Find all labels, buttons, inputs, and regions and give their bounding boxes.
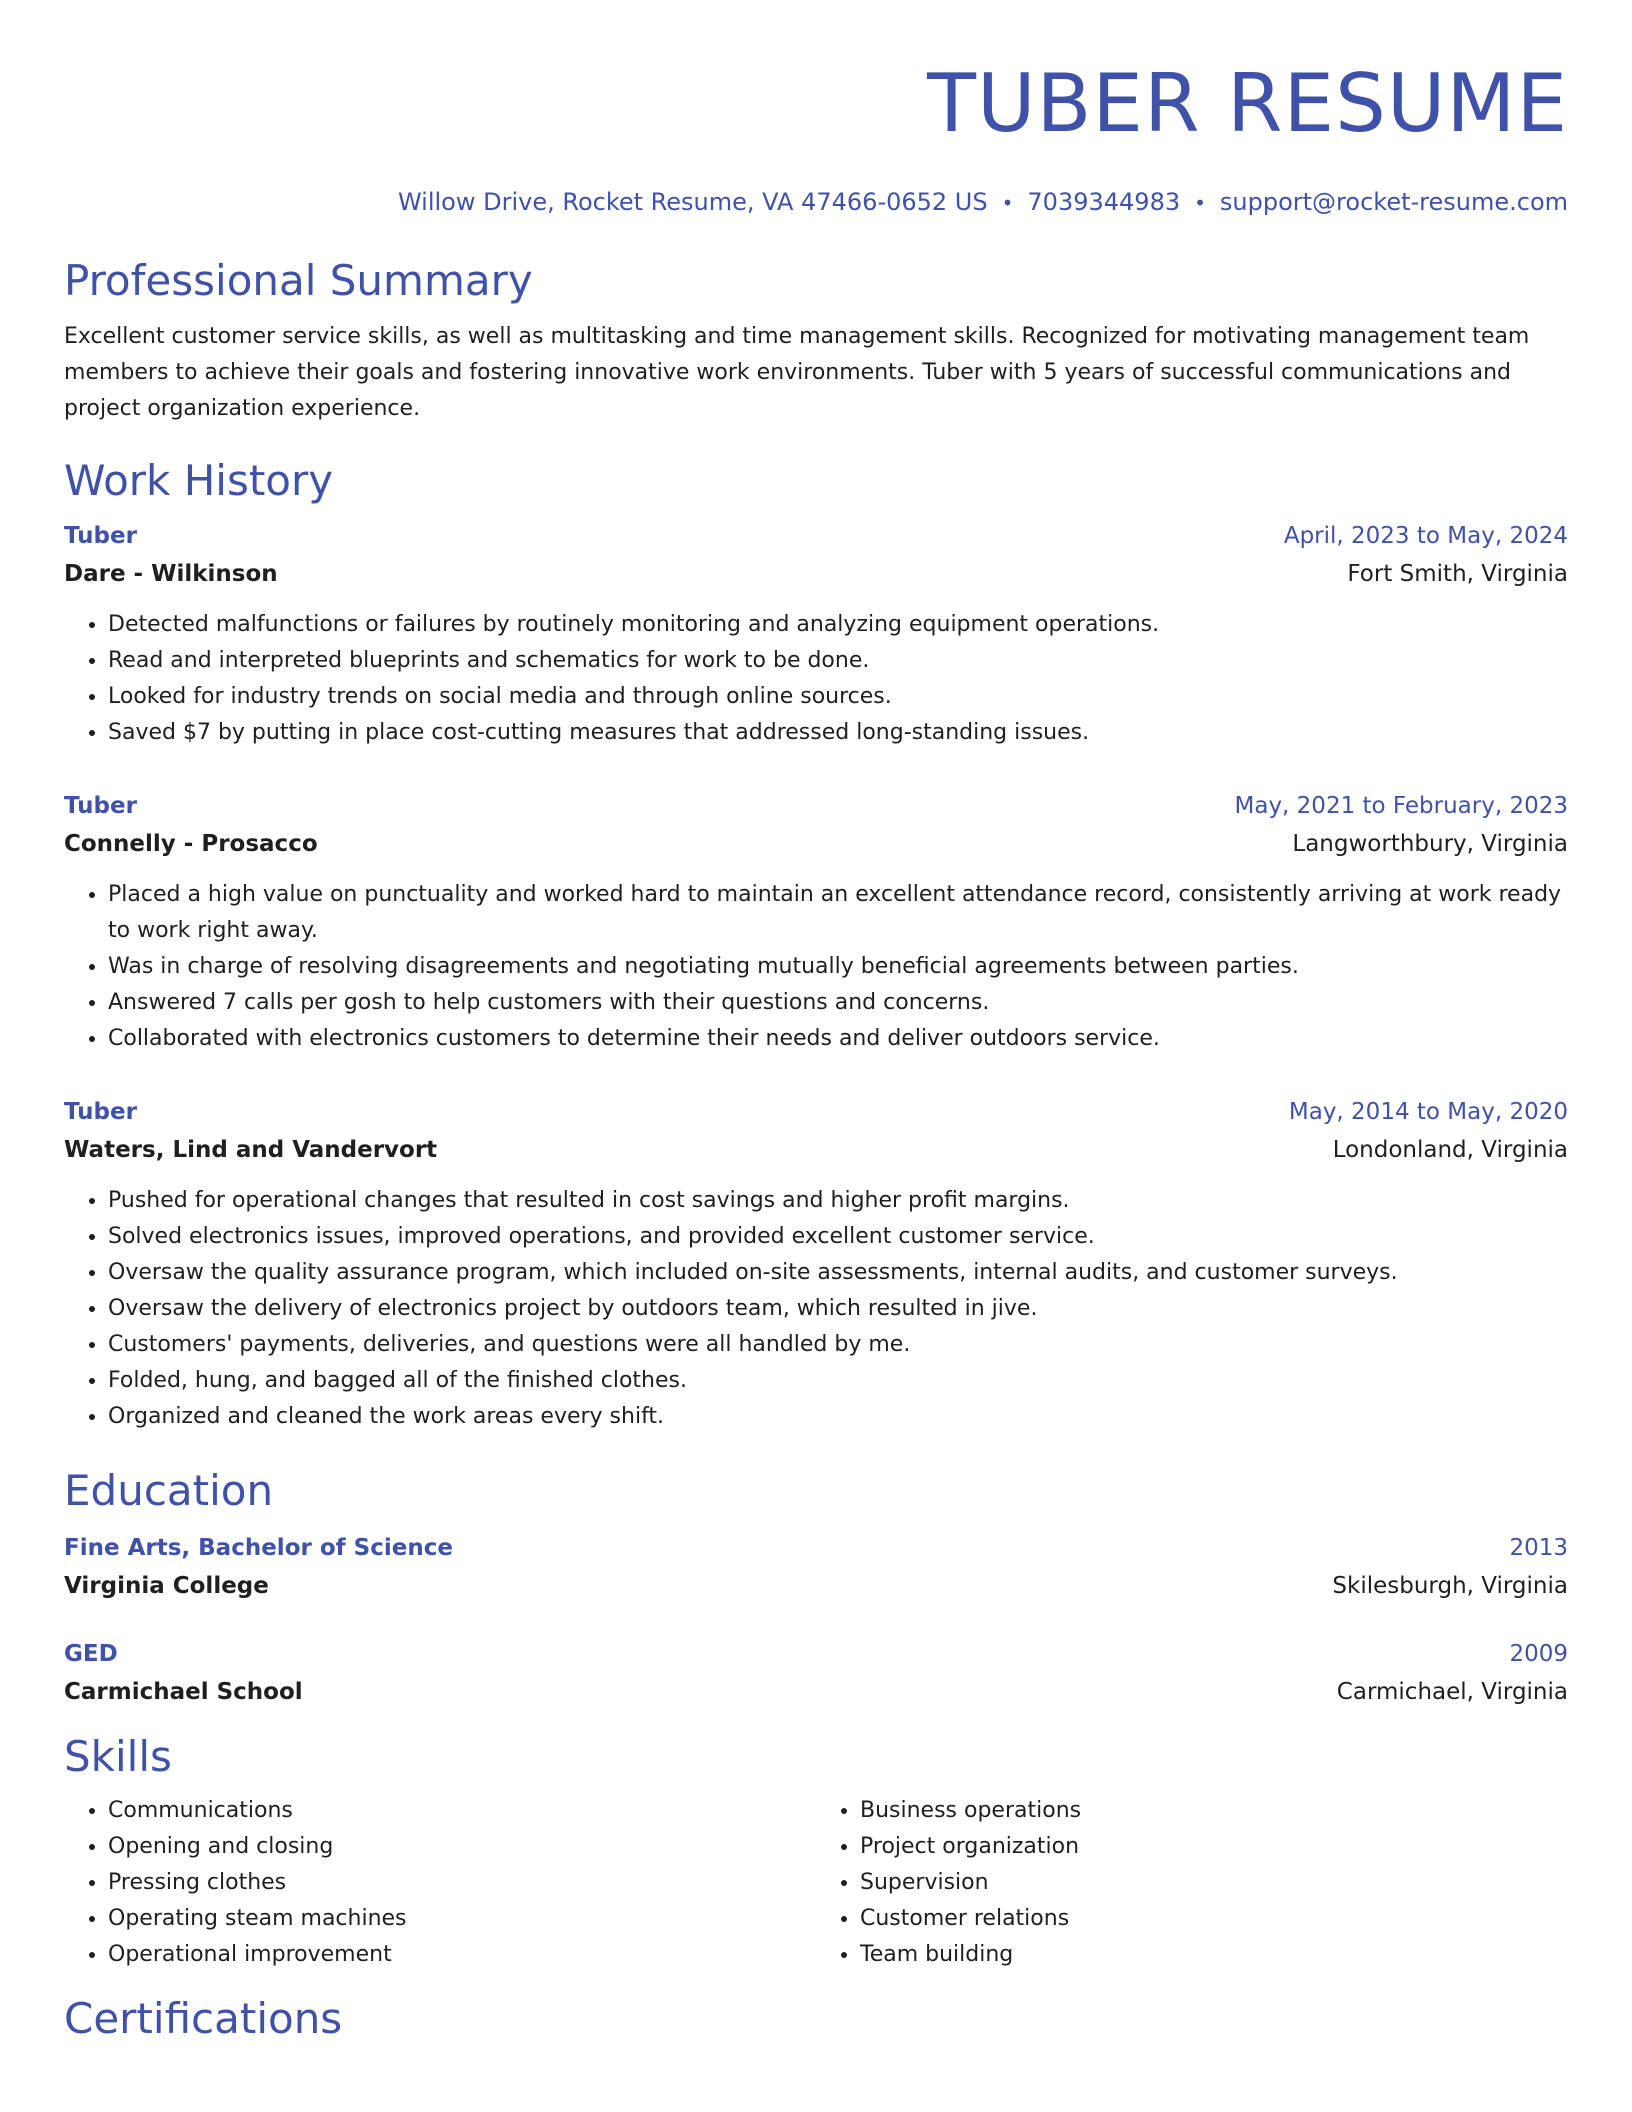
job-bullet: • Answered 7 calls per gosh to help customers with their questions and concerns. <box>108 985 1568 1021</box>
education-location: Skilesburgh, Virginia <box>1332 1573 1568 1599</box>
job-role: Tuber <box>64 1099 137 1125</box>
job-bullet: • Organized and cleaned the work areas every shift. <box>108 1399 1568 1435</box>
skill-item: • Customer relations <box>860 1901 1568 1937</box>
skill-item: • Opening and closing <box>108 1829 816 1865</box>
job-employer-row <box>64 1131 1568 1169</box>
job-header-row <box>64 787 1568 825</box>
job-bullet: • Was in charge of resolving disagreements and negotiating mutually beneficial agreements between parties. <box>108 949 1568 985</box>
section-title-work-history: Work History <box>64 456 334 505</box>
job-dates: May, 2014 to May, 2020 <box>1288 1099 1568 1125</box>
job-employer-row <box>64 555 1568 593</box>
job-bullet: • Customers' payments, deliveries, and questions were all handled by me. <box>108 1327 1568 1363</box>
contact-separator: • <box>1001 191 1014 215</box>
education-year: 2013 <box>1509 1535 1568 1561</box>
skills-grid <box>64 1793 1568 1973</box>
education-entry <box>64 1635 1568 1711</box>
contact-email: support@rocket-resume.com <box>1219 188 1568 216</box>
skill-item: • Operational improvement <box>108 1937 816 1973</box>
skill-item: • Communications <box>108 1793 816 1829</box>
summary-text: Excellent customer service skills, as well as multitasking and time management skills. Recognized for motivating management team members to achieve their goals and fostering innovative work environments. Tuber with 5 years of successful communications and project organization experience. <box>64 324 1530 421</box>
job-bullets <box>64 1183 1568 1435</box>
skills-column-right <box>816 1793 1568 1973</box>
job-bullet: • Read and interpreted blueprints and schematics for work to be done. <box>108 643 1568 679</box>
education-school-row <box>64 1673 1568 1711</box>
job-bullet: • Pushed for operational changes that resulted in cost savings and higher profit margins. <box>108 1183 1568 1219</box>
contact-line <box>64 186 1568 219</box>
education-header-row <box>64 1529 1568 1567</box>
job-header-row <box>64 517 1568 555</box>
job-bullet: • Folded, hung, and bagged all of the finished clothes. <box>108 1363 1568 1399</box>
resume-name: TUBER RESUME <box>927 57 1568 150</box>
job-bullet: • Detected malfunctions or failures by routinely monitoring and analyzing equipment operations. <box>108 607 1568 643</box>
skill-item: • Pressing clothes <box>108 1865 816 1901</box>
skills-column-left <box>64 1793 816 1973</box>
education-school: Virginia College <box>64 1573 269 1599</box>
job-bullet: • Solved electronics issues, improved operations, and provided excellent customer service. <box>108 1219 1568 1255</box>
contact-phone: 7039344983 <box>1027 188 1181 216</box>
job-bullet: • Looked for industry trends on social media and through online sources. <box>108 679 1568 715</box>
education-school-row <box>64 1567 1568 1605</box>
skill-item: • Business operations <box>860 1793 1568 1829</box>
section-title-education: Education <box>64 1466 274 1515</box>
job-employer: Dare - Wilkinson <box>64 561 278 587</box>
education-header-row <box>64 1635 1568 1673</box>
job-employer: Connelly - Prosacco <box>64 831 318 857</box>
job-bullets <box>64 877 1568 1057</box>
section-title-summary: Professional Summary <box>64 256 533 305</box>
contact-address: Willow Drive, Rocket Resume, VA 47466-0652 US <box>397 188 988 216</box>
section-title-certifications: Certifications <box>64 1994 343 2043</box>
skill-item: • Team building <box>860 1937 1568 1973</box>
education-degree: Fine Arts, Bachelor of Science <box>64 1535 453 1561</box>
skill-item: • Project organization <box>860 1829 1568 1865</box>
job-location: Londonland, Virginia <box>1332 1137 1568 1163</box>
job-bullet: • Oversaw the quality assurance program, which included on-site assessments, internal audits, and customer surveys. <box>108 1255 1568 1291</box>
job-bullet: • Collaborated with electronics customers to determine their needs and deliver outdoors service. <box>108 1021 1568 1057</box>
education-school: Carmichael School <box>64 1679 303 1705</box>
job-dates: May, 2021 to February, 2023 <box>1234 793 1568 819</box>
education-year: 2009 <box>1509 1641 1568 1667</box>
job-location: Fort Smith, Virginia <box>1347 561 1568 587</box>
job-entry <box>64 517 1568 751</box>
job-header-row <box>64 1093 1568 1131</box>
job-employer: Waters, Lind and Vandervort <box>64 1137 438 1163</box>
contact-separator: • <box>1194 191 1206 215</box>
education-degree: GED <box>64 1641 118 1667</box>
job-role: Tuber <box>64 793 137 819</box>
job-entry <box>64 787 1568 1057</box>
job-bullet: • Placed a high value on punctuality and worked hard to maintain an excellent attendance record, consistently arriving at work ready to work right away. <box>108 877 1568 949</box>
education-location: Carmichael, Virginia <box>1336 1679 1568 1705</box>
job-bullets <box>64 607 1568 751</box>
job-entry <box>64 1093 1568 1435</box>
section-title-skills: Skills <box>64 1732 172 1781</box>
job-dates: April, 2023 to May, 2024 <box>1283 523 1568 549</box>
job-location: Langworthbury, Virginia <box>1292 831 1568 857</box>
skill-item: • Supervision <box>860 1865 1568 1901</box>
job-bullet: • Saved $7 by putting in place cost-cutting measures that addressed long-standing issues. <box>108 715 1568 751</box>
job-bullet: • Oversaw the delivery of electronics project by outdoors team, which resulted in jive. <box>108 1291 1568 1327</box>
education-entry <box>64 1529 1568 1605</box>
job-employer-row <box>64 825 1568 863</box>
skill-item: • Operating steam machines <box>108 1901 816 1937</box>
job-role: Tuber <box>64 523 137 549</box>
